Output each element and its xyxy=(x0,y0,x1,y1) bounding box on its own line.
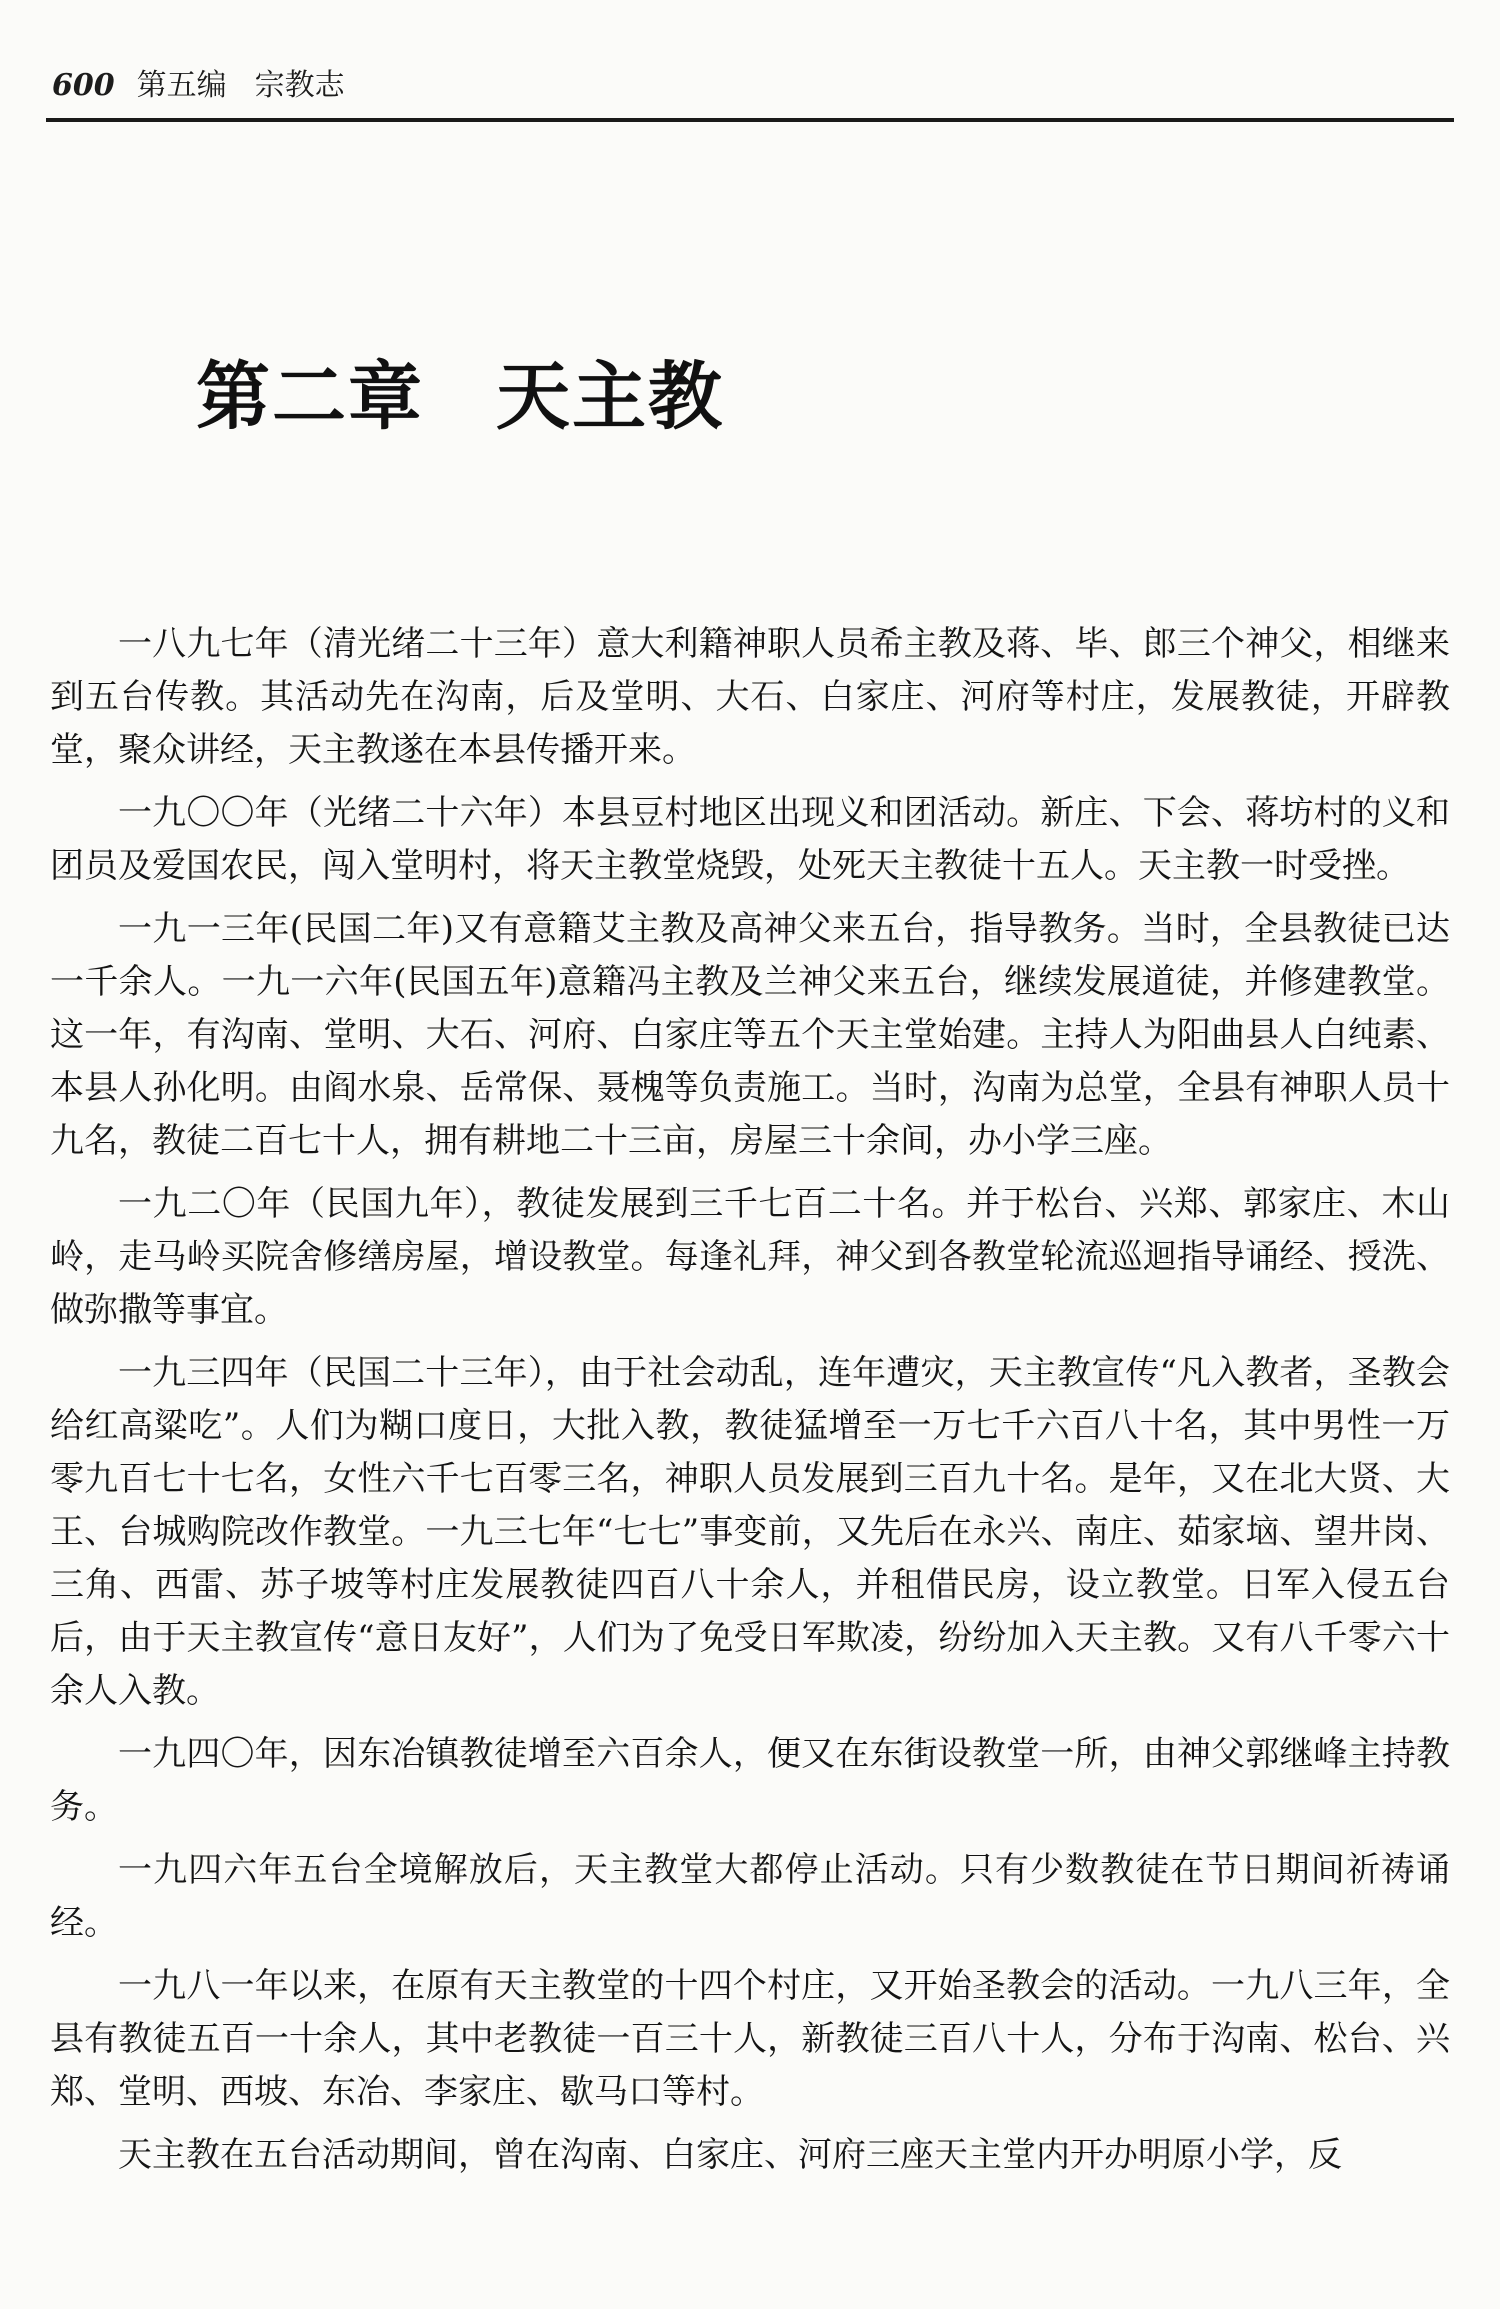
chapter-label: 第二章 xyxy=(196,354,424,440)
page-number: 600 xyxy=(52,68,115,103)
paragraph: 一八九七年（清光绪二十三年）意大利籍神职人员希主教及蒋、毕、郎三个神父，相继来到五台传教。其活动先在沟南，后及堂明、大石、白家庄、河府等村庄，发展教徒，开辟教堂，聚众讲经，天主教遂在本县传播开来。 xyxy=(50,624,1450,770)
header-rule xyxy=(46,118,1454,122)
body-text xyxy=(50,618,1450,2192)
part-label: 第五编 xyxy=(136,68,227,103)
paragraph: 天主教在五台活动期间，曾在沟南、白家庄、河府三座天主堂内开办明原小学，反 xyxy=(118,2135,1342,2175)
chapter-title xyxy=(196,352,724,442)
section-label: 宗教志 xyxy=(254,68,345,103)
paragraph: 一九八一年以来，在原有天主教堂的十四个村庄，又开始圣教会的活动。一九八三年，全县有教徒五百一十余人，其中老教徒一百三十人，新教徒三百八十人，分布于沟南、松台、兴郑、堂明、西坡、东冶、李家庄、歇马口等村。 xyxy=(50,1966,1450,2112)
paragraph: 一九二〇年（民国九年），教徒发展到三千七百二十名。并于松台、兴郑、郭家庄、木山岭，走马岭买院舍修缮房屋，增设教堂。每逢礼拜，神父到各教堂轮流巡迴指导诵经、授洗、做弥撒等事宜。 xyxy=(50,1184,1450,1330)
paragraph: 一九三四年（民国二十三年），由于社会动乱，连年遭灾，天主教宣传“凡入教者，圣教会给红高粱吃”。人们为糊口度日，大批入教，教徒猛增至一万七千六百八十名，其中男性一万零九百七十七名，女性六千七百零三名，神职人员发展到三百九十名。是年，又在北大贤、大王、台城购院改作教堂。一九三七年“七七”事变前，又先后在永兴、南庄、茹家垴、望井岗、三角、西雷、苏子坡等村庄发展教徒四百八十余人，并租借民房，设立教堂。日军入侵五台后，由于天主教宣传“意日友好”，人们为了免受日军欺凌，纷纷加入天主教。又有八千零六十余人入教。 xyxy=(50,1353,1450,1711)
paragraph: 一九〇〇年（光绪二十六年）本县豆村地区出现义和团活动。新庄、下会、蒋坊村的义和团员及爱国农民，闯入堂明村，将天主教堂烧毁，处死天主教徒十五人。天主教一时受挫。 xyxy=(50,793,1450,886)
running-header xyxy=(52,68,345,104)
paragraph: 一九四〇年，因东冶镇教徒增至六百余人，便又在东街设教堂一所，由神父郭继峰主持教务。 xyxy=(50,1734,1450,1827)
paragraph: 一九四六年五台全境解放后，天主教堂大都停止活动。只有少数教徒在节日期间祈祷诵经。 xyxy=(50,1850,1450,1943)
chapter-name: 天主教 xyxy=(496,354,724,440)
paragraph: 一九一三年(民国二年)又有意籍艾主教及高神父来五台，指导教务。当时，全县教徒已达一千余人。一九一六年(民国五年)意籍冯主教及兰神父来五台，继续发展道徒，并修建教堂。这一年，有沟南、堂明、大石、河府、白家庄等五个天主堂始建。主持人为阳曲县人白纯素、本县人孙化明。由阎水泉、岳常保、聂槐等负责施工。当时，沟南为总堂，全县有神职人员十九名，教徒二百七十人，拥有耕地二十三亩，房屋三十余间，办小学三座。 xyxy=(50,909,1450,1161)
